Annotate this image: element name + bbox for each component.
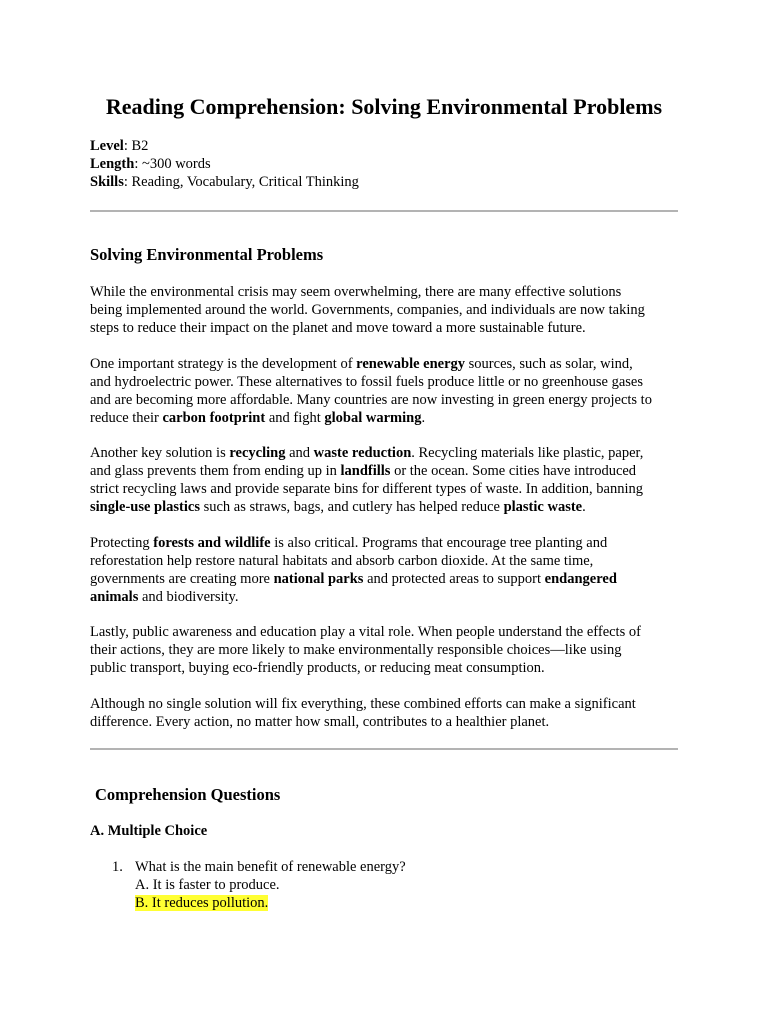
- questions-heading: Comprehension Questions: [95, 785, 281, 804]
- paragraph-line: [90, 588, 682, 606]
- question-body: [135, 858, 406, 912]
- keyword-animals: animals: [90, 589, 139, 605]
- text-run: One important strategy is the development of: [90, 356, 357, 372]
- meta-length-label: Length: [90, 156, 135, 172]
- meta-skills: [90, 173, 359, 191]
- highlighted-answer: B. It reduces pollution.: [135, 895, 269, 911]
- text-run: is also critical. Programs that encourage tree planting and: [270, 535, 608, 551]
- keyword-renewable-energy: renewable energy: [356, 356, 466, 372]
- text-run: governments are creating more: [90, 571, 274, 587]
- text-run: Protecting: [90, 535, 154, 551]
- keyword-forests-and-wildlife: forests and wildlife: [153, 535, 271, 551]
- text-run: and biodiversity.: [138, 589, 239, 605]
- divider-bottom: [90, 748, 678, 750]
- answer-option-a: A. It is faster to produce.: [135, 877, 280, 893]
- meta-level: [90, 137, 359, 155]
- paragraph-line: [90, 498, 682, 516]
- article-paragraph-5: [90, 623, 682, 677]
- text-run: or the ocean. Some cities have introduced: [390, 463, 637, 479]
- article-heading: Solving Environmental Problems: [90, 245, 324, 264]
- paragraph-line: reforestation help restore natural habitats and absorb carbon dioxide. At the same time,: [90, 553, 594, 569]
- keyword-single-use-plastics: single-use plastics: [90, 499, 200, 515]
- keyword-recycling: recycling: [229, 445, 286, 461]
- keyword-national-parks: national parks: [273, 571, 364, 587]
- text-run: .: [421, 410, 426, 426]
- paragraph-line: [90, 462, 682, 480]
- answer-option-b: [135, 894, 406, 912]
- text-run: Another key solution is: [90, 445, 230, 461]
- article-paragraph-6: [90, 695, 682, 731]
- text-run: and: [285, 445, 314, 461]
- article-paragraph-1: [90, 283, 682, 337]
- paragraph-line: being implemented around the world. Governments, companies, and individuals are now taking: [90, 302, 645, 318]
- document-meta: [90, 137, 359, 191]
- paragraph-line: [90, 409, 682, 427]
- meta-length: [90, 155, 359, 173]
- paragraph-line: [90, 534, 682, 552]
- paragraph-line: strict recycling laws and provide separate bins for different types of waste. In addition, banning: [90, 481, 643, 497]
- meta-level-value: : B2: [123, 138, 149, 154]
- document-title: Reading Comprehension: Solving Environmental Problems: [105, 94, 663, 119]
- text-run: and fight: [265, 410, 325, 426]
- text-run: reduce their: [90, 410, 163, 426]
- paragraph-line: and are becoming more affordable. Many countries are now investing in green energy projects to: [90, 392, 652, 408]
- article-paragraph-2: [90, 355, 682, 427]
- article-paragraph-3: [90, 444, 682, 516]
- keyword-landfills: landfills: [340, 463, 391, 479]
- multiple-choice-subheading: A. Multiple Choice: [90, 823, 208, 839]
- keyword-global-warming: global warming: [324, 410, 422, 426]
- keyword-waste-reduction: waste reduction: [313, 445, 412, 461]
- keyword-endangered: endangered: [544, 571, 617, 587]
- question-text: What is the main benefit of renewable energy?: [135, 859, 406, 875]
- paragraph-line: and hydroelectric power. These alternatives to fossil fuels produce little or no greenhouse gases: [90, 374, 643, 390]
- paragraph-line: public transport, buying eco-friendly products, or reducing meat consumption.: [90, 660, 545, 676]
- text-run: . Recycling materials like plastic, paper,: [411, 445, 644, 461]
- paragraph-line: difference. Every action, no matter how small, contributes to a healthier planet.: [90, 714, 550, 730]
- meta-length-value: : ~300 words: [134, 156, 211, 172]
- text-run: and protected areas to support: [363, 571, 545, 587]
- paragraph-line: [90, 570, 682, 588]
- text-run: and glass prevents them from ending up in: [90, 463, 341, 479]
- text-run: such as straws, bags, and cutlery has helped reduce: [199, 499, 504, 515]
- paragraph-line: Lastly, public awareness and education play a vital role. When people understand the effects of: [90, 624, 641, 640]
- text-run: sources, such as solar, wind,: [465, 356, 633, 372]
- paragraph-line: [90, 444, 682, 462]
- divider-top: [90, 210, 678, 212]
- text-run: .: [582, 499, 586, 515]
- meta-skills-value: : Reading, Vocabulary, Critical Thinking: [123, 174, 359, 190]
- keyword-carbon-footprint: carbon footprint: [162, 410, 266, 426]
- paragraph-line: their actions, they are more likely to make environmentally responsible choices—like using: [90, 642, 622, 658]
- paragraph-line: Although no single solution will fix everything, these combined efforts can make a significant: [90, 696, 636, 712]
- paragraph-line: While the environmental crisis may seem overwhelming, there are many effective solutions: [90, 284, 622, 300]
- paragraph-line: [90, 355, 682, 373]
- article-paragraph-4: [90, 534, 682, 606]
- meta-level-label: Level: [90, 138, 124, 154]
- paragraph-line: steps to reduce their impact on the planet and move toward a more sustainable future.: [90, 320, 586, 336]
- keyword-plastic-waste: plastic waste: [503, 499, 583, 515]
- meta-skills-label: Skills: [90, 174, 124, 190]
- question-number: 1.: [112, 859, 123, 875]
